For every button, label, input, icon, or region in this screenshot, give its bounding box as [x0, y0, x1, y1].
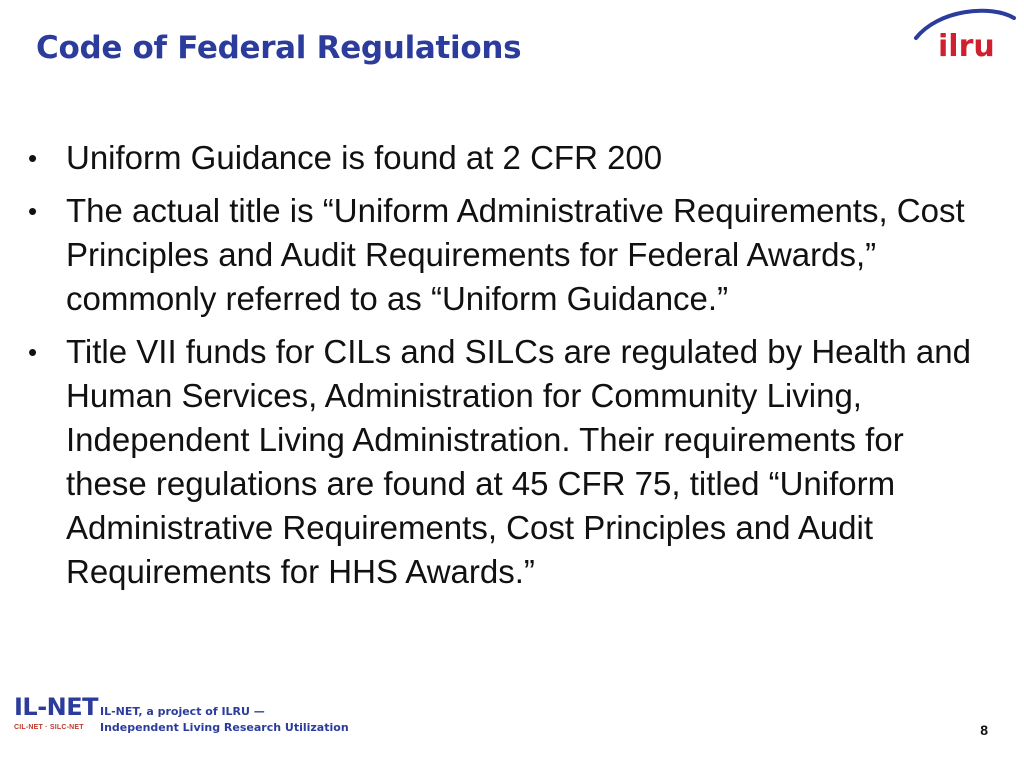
il-net-logo-subtext: CIL-NET · SILC-NET	[14, 724, 84, 731]
bullet-text: Uniform Guidance is found at 2 CFR 200	[66, 139, 663, 176]
il-net-logo	[14, 694, 98, 731]
bullet-text: The actual title is “Uniform Administrative Requirements, Cost Principles and Audit Requirements for Federal Awards,” commonly referred to as “Uniform Guidance.”	[66, 192, 965, 317]
bullet-dot-icon: •	[28, 196, 38, 226]
slide-title: Code of Federal Regulations	[36, 30, 522, 66]
bullet-list	[28, 136, 988, 603]
ilru-logo-text: ilru	[938, 29, 995, 64]
footer-line-1: IL-NET, a project of ILRU —	[100, 705, 265, 718]
ilru-logo-icon	[908, 4, 1018, 68]
ilru-logo	[908, 4, 1018, 68]
bullet-item	[28, 330, 988, 594]
il-net-logo-text: IL-NET	[14, 693, 99, 721]
bullet-item	[28, 136, 988, 180]
footer-caption	[100, 704, 349, 736]
bullet-dot-icon: •	[28, 143, 38, 173]
footer-line-2: Independent Living Research Utilization	[100, 721, 349, 734]
bullet-item	[28, 189, 988, 321]
bullet-dot-icon: •	[28, 337, 38, 367]
bullet-text: Title VII funds for CILs and SILCs are regulated by Health and Human Services, Administration for Community Living, Independent Living Administration. Their requirements for these regulations are found at 45 CFR 75, titled “Uniform Administrative Requirements, Cost Principles and Audit Requirements for HHS Awards.”	[66, 333, 971, 590]
page-number: 8	[980, 722, 988, 738]
